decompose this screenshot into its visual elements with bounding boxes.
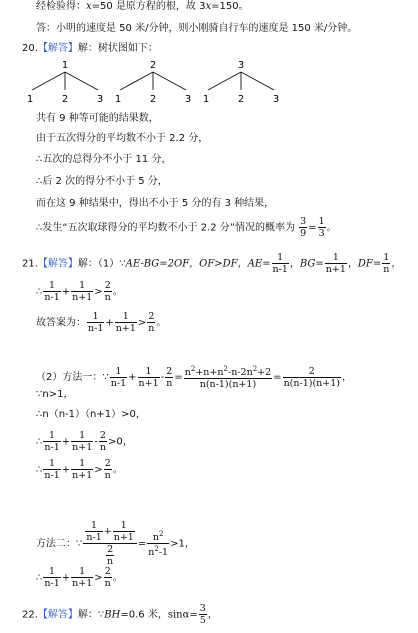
fraction: [272, 252, 289, 275]
text: 2: [154, 545, 159, 553]
numerator: 1: [113, 520, 135, 532]
text: =50 是原方程的根，故 3: [91, 1, 206, 12]
question-number: 22.: [22, 609, 38, 621]
text: 。: [112, 572, 123, 584]
text: =0.6 米，: [120, 609, 168, 621]
numerator: [147, 529, 169, 544]
text: ∴五次的总得分不小于 11 分，: [36, 154, 172, 165]
fraction: [71, 566, 93, 589]
tree-branch: [120, 72, 153, 90]
text: +: [128, 372, 137, 384]
text: ∴: [36, 464, 43, 476]
text: -: [94, 436, 98, 448]
numerator: 1: [87, 311, 104, 323]
denominator: n-1: [272, 264, 288, 275]
denominator: [83, 544, 136, 567]
denominator: n: [148, 323, 155, 334]
denominator: n+1: [115, 323, 136, 334]
text: =: [137, 538, 147, 550]
numerator: 1: [43, 430, 60, 442]
text: 而在这 9 种结果中，得出不小于 5 分的有 3 种结果，: [36, 198, 275, 209]
text: ，: [207, 609, 218, 621]
fraction: [138, 366, 160, 389]
text: >: [137, 317, 147, 329]
text: +: [105, 317, 114, 329]
numerator: 2: [148, 311, 155, 322]
answer-tag: 【解答】: [37, 609, 78, 621]
line-p4: [36, 175, 168, 189]
denominator: n: [99, 442, 106, 453]
line-p5: [36, 197, 274, 211]
denominator: n: [166, 377, 173, 389]
denominator: n-1: [44, 578, 60, 589]
fraction: [184, 364, 272, 390]
fraction: [85, 520, 102, 543]
tree-leaf-label: 3: [184, 94, 192, 105]
text: sinα: [167, 609, 190, 621]
text: 。: [326, 222, 337, 234]
tree-root-label: 2: [149, 60, 157, 71]
line-p6: [36, 216, 337, 239]
fraction: [165, 366, 173, 389]
numerator: 1: [272, 252, 289, 264]
fraction: [199, 603, 207, 626]
tree-leaf-label: 3: [272, 94, 280, 105]
fraction: [147, 311, 155, 334]
answer-tag: 【解答】: [37, 43, 78, 54]
text: ∴: [36, 286, 43, 298]
line-ineq1: [36, 280, 123, 303]
denominator: n-1: [44, 442, 60, 453]
text: ∴n（n-1）（n+1）>0，: [36, 409, 146, 420]
tree-leaf-label: 2: [149, 94, 157, 105]
numerator: 2: [104, 280, 111, 291]
line-ineq3: [36, 566, 123, 589]
text: =: [308, 222, 317, 234]
line-verify: [36, 0, 249, 14]
numerator: 1: [71, 458, 93, 470]
compound-fraction: [83, 520, 136, 567]
text: 解：∵: [77, 609, 105, 621]
text: n: [148, 547, 155, 559]
tree-branch: [208, 72, 241, 90]
denominator: n+1: [72, 470, 93, 481]
text: +: [61, 436, 71, 448]
tree-leaf-label: 2: [61, 94, 69, 105]
denominator: n+1: [72, 292, 93, 303]
text: ，: [391, 258, 402, 270]
numerator: 1: [71, 280, 93, 292]
denominator: 3: [318, 228, 325, 239]
text: BH: [104, 609, 121, 621]
text: ，: [347, 258, 358, 270]
numerator: 1: [71, 566, 93, 578]
question-number: 20.: [22, 43, 38, 54]
numerator: 1: [71, 430, 93, 442]
denominator: n: [107, 556, 114, 567]
line-method2: [36, 520, 195, 567]
q21-heading: [22, 252, 401, 275]
text: DF=: [357, 258, 382, 270]
denominator: n: [383, 264, 390, 275]
fraction: [106, 544, 114, 567]
numerator: 2: [104, 458, 111, 469]
fraction: [43, 566, 60, 589]
text: AE-BG=2OF，OF>DF，AE=: [125, 258, 271, 270]
text: -: [160, 372, 165, 384]
text: +: [61, 286, 71, 298]
line-p2: [36, 132, 208, 146]
line-answer-speed: [36, 22, 357, 36]
numerator: 1: [43, 280, 60, 292]
fraction: [43, 280, 60, 303]
denominator: n: [104, 470, 111, 481]
text: 。: [112, 286, 123, 298]
tree-leaf-label: 1: [114, 94, 122, 105]
line-method1: [36, 364, 352, 390]
denominator: n+1: [72, 442, 93, 453]
tree-branch: [65, 72, 98, 90]
denominator: n(n-1)(n+1): [199, 379, 257, 391]
text: 2: [158, 529, 164, 538]
text: 共有 9 种等可能的结果数，: [36, 113, 159, 124]
text: =150。: [211, 1, 249, 12]
tree-leaf-label: 1: [202, 94, 210, 105]
text: ∴后 2 次的得分不小于 5 分，: [36, 176, 168, 187]
denominator: [147, 544, 169, 558]
tree-leaf-label: 3: [96, 94, 104, 105]
numerator: 2: [166, 365, 173, 377]
fraction: [71, 458, 93, 481]
fraction: [318, 216, 326, 239]
numerator: 2: [99, 430, 106, 441]
line-p3: [36, 153, 171, 167]
denominator: n+1: [138, 377, 159, 389]
text: 方法二：∵: [36, 538, 83, 550]
tree-root-label: 1: [61, 60, 69, 71]
denominator: n-1: [44, 292, 60, 303]
answer-tag: 【解答】: [37, 258, 78, 270]
text: n: [184, 367, 191, 379]
text: 经检验得：: [36, 1, 86, 12]
text: 。: [112, 464, 123, 476]
text: 解：（1）∵: [77, 258, 126, 270]
fraction: [325, 252, 347, 275]
denominator: n: [104, 578, 111, 589]
denominator: n-1: [86, 532, 102, 543]
fraction: [113, 520, 135, 543]
fraction: [104, 566, 112, 589]
denominator: n+1: [72, 578, 93, 589]
numerator: 1: [318, 216, 325, 227]
text: ，: [342, 372, 353, 384]
text: -1: [158, 547, 169, 559]
fraction: [99, 430, 107, 453]
numerator: 2: [107, 544, 114, 555]
tree-leaf-label: 2: [237, 94, 245, 105]
denominator: 9: [300, 228, 307, 239]
text: +2: [257, 367, 272, 379]
text: ∵n>1，: [36, 389, 74, 400]
text: （2）方法一：∵: [36, 372, 109, 384]
text: ∴: [36, 436, 43, 448]
denominator: n-1: [110, 377, 127, 389]
text: >: [94, 572, 103, 584]
text: 由于五次得分的平均数不小于 2.2 分，: [36, 133, 209, 144]
q20-heading: [22, 42, 158, 56]
var-x: x: [205, 1, 212, 12]
line-ineq2: [36, 458, 123, 481]
text: ，: [289, 258, 300, 270]
text: ∴: [36, 572, 43, 584]
text: >1，: [170, 538, 195, 550]
fraction: [43, 430, 60, 453]
numerator: 3: [199, 603, 206, 614]
text: ∴发生“五次取球得分的平均数不小于 2.2 分”情况的概率为: [36, 222, 295, 234]
fraction: [283, 366, 341, 389]
text: 故答案为：: [36, 317, 86, 329]
numerator: 3: [300, 216, 307, 227]
denominator: n: [104, 292, 111, 303]
text: 2: [252, 365, 258, 373]
line-n-gt-1: [36, 388, 73, 402]
tree-leaf-label: 1: [26, 94, 34, 105]
numerator: 1: [110, 366, 127, 378]
text: >: [94, 286, 103, 298]
text: >0，: [108, 436, 133, 448]
line-n-product: [36, 408, 146, 422]
numerator: 1: [383, 252, 390, 263]
fraction: [147, 529, 169, 558]
text: +: [61, 464, 71, 476]
denominator: n-1: [44, 470, 60, 481]
fraction: [71, 430, 93, 453]
text: -n-2n: [227, 367, 253, 379]
fraction: [43, 458, 60, 481]
text: 解：树状图如下：: [77, 43, 158, 54]
denominator: n(n-1)(n+1): [283, 377, 341, 389]
fraction: [110, 366, 127, 389]
text: =: [189, 609, 198, 621]
text: +: [103, 526, 112, 537]
numerator: 1: [115, 311, 137, 323]
text: +: [61, 572, 71, 584]
text: =: [273, 372, 282, 384]
text: 答：小明的速度是 50 米/分钟，则小刚骑自行车的速度是 150 米/分钟。: [36, 23, 358, 34]
text: 2: [190, 365, 196, 373]
numerator: [83, 520, 136, 544]
line-p1: [36, 112, 159, 126]
line-answer-21: [36, 311, 166, 334]
numerator: 2: [283, 366, 341, 378]
text: =: [174, 372, 183, 384]
tree-branch: [241, 72, 274, 90]
text: +n+n: [195, 367, 224, 379]
numerator: 1: [43, 566, 60, 578]
numerator: 2: [104, 566, 111, 577]
text: >: [94, 464, 103, 476]
denominator: n-1: [88, 323, 104, 334]
text: n: [152, 532, 159, 543]
fraction: [115, 311, 137, 334]
text: 2: [223, 365, 228, 373]
numerator: 1: [325, 252, 347, 264]
text: BG=: [299, 258, 324, 270]
denominator: n+1: [113, 532, 134, 543]
fraction: [87, 311, 104, 334]
question-number: 21.: [22, 258, 38, 270]
q22-heading: [22, 603, 218, 626]
tree-diagram: [20, 58, 290, 108]
numerator: 1: [138, 366, 160, 378]
fraction: [71, 280, 93, 303]
denominator: n+1: [325, 264, 346, 275]
fraction: [104, 280, 112, 303]
fraction: [299, 216, 307, 239]
fraction: [382, 252, 390, 275]
numerator: [184, 364, 272, 379]
text: 。: [156, 317, 167, 329]
tree-root-label: 3: [237, 60, 245, 71]
denominator: 5: [199, 615, 206, 626]
tree-branch: [32, 72, 65, 90]
numerator: 1: [85, 520, 102, 532]
fraction: [104, 458, 112, 481]
tree-branch: [153, 72, 186, 90]
var-x: x: [86, 1, 92, 12]
line-ineq-zero: [36, 430, 133, 453]
numerator: 1: [43, 458, 60, 470]
